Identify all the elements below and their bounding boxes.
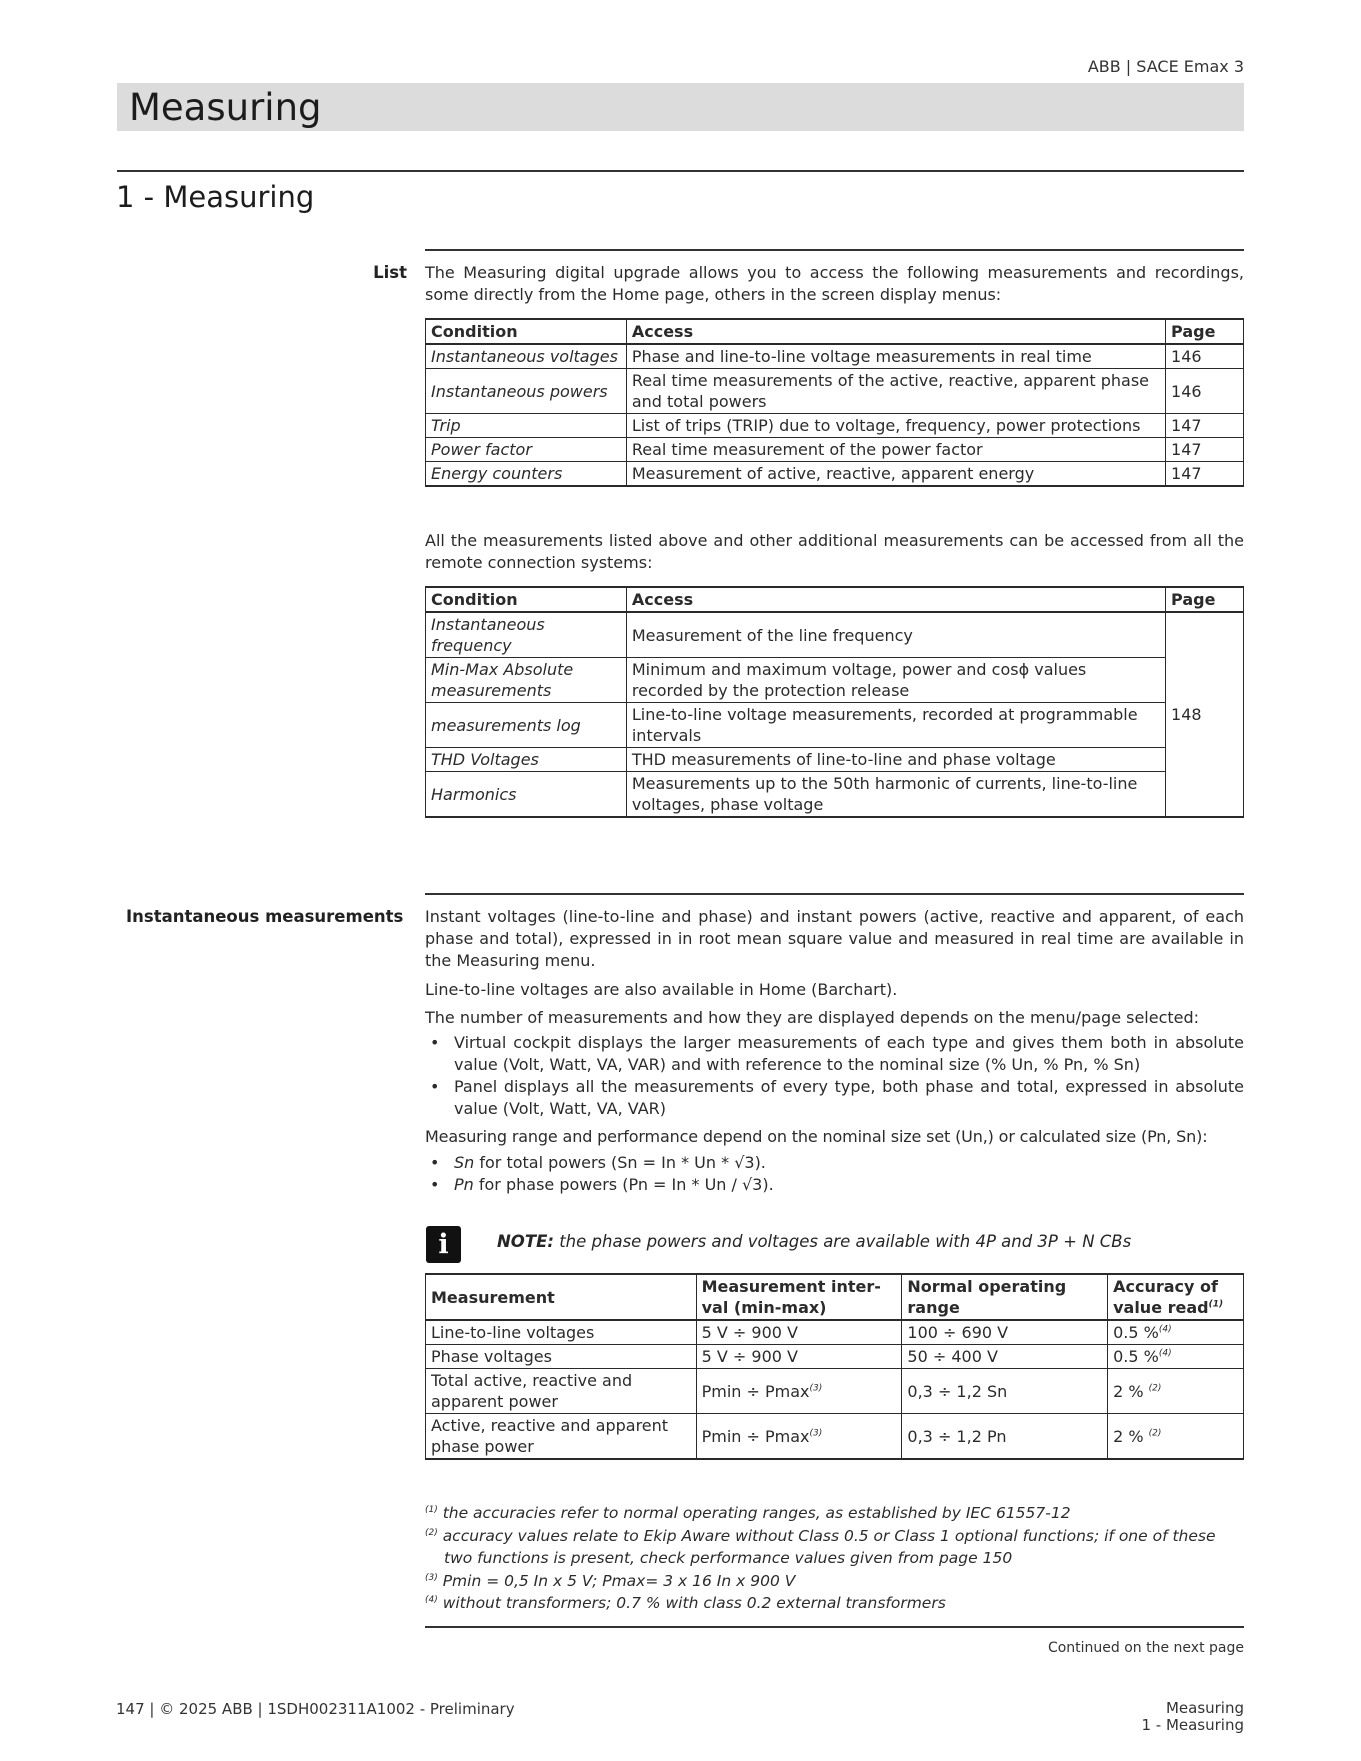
list-divider	[425, 249, 1244, 251]
column-header: Condition	[426, 319, 627, 344]
condition-cell: THD Voltages	[426, 748, 627, 772]
footnote-text: accuracy values relate to Ekip Aware without Class 0.5 or Class 1 optional functions; if one of these	[442, 1526, 1216, 1545]
cell-text: 100 ÷ 690 V	[907, 1323, 1009, 1342]
condition-cell: Trip	[426, 414, 627, 438]
condition-cell: Instantaneous frequency	[426, 612, 627, 658]
table-row	[426, 462, 1244, 487]
range-cell	[902, 1369, 1108, 1414]
access-table-remote	[425, 586, 1244, 818]
range-cell	[902, 1345, 1108, 1369]
display-bullets	[425, 1032, 1244, 1120]
footnote	[425, 1592, 1244, 1615]
interval-cell	[696, 1369, 902, 1414]
term-pn: Pn	[454, 1175, 474, 1194]
accuracy-cell	[1108, 1414, 1244, 1460]
cell-text: Total active, reactive and apparent power	[431, 1371, 633, 1411]
range-cell	[902, 1414, 1108, 1460]
access-table-main	[425, 318, 1244, 487]
accuracy-cell	[1108, 1369, 1244, 1414]
term-description: for phase powers (Pn = In * Un / √3).	[473, 1175, 774, 1194]
page-cell: 146	[1166, 369, 1244, 414]
column-header: Page	[1166, 587, 1244, 612]
table-row	[426, 612, 1244, 658]
remote-intro: All the measurements listed above and other additional measurements can be accessed from all the remote connection systems:	[425, 531, 1244, 572]
table-row	[426, 703, 1244, 748]
section-title: 1 - Measuring	[116, 180, 315, 214]
list-item	[425, 1152, 1244, 1174]
column-header: Page	[1166, 319, 1244, 344]
cell-text: Pmin ÷ Pmax	[701, 1426, 810, 1446]
cell-text: Phase voltages	[431, 1347, 552, 1366]
term-sn: Sn	[454, 1153, 475, 1172]
cell-text: 50 ÷ 400 V	[907, 1347, 998, 1366]
continued-notice: Continued on the next page	[1047, 1640, 1244, 1656]
table-row	[426, 1345, 1244, 1369]
list-item: • Virtual cockpit displays the larger measurements of each type and gives them both in absolute value (Volt, Watt, VA, VAR) and with reference to the nominal size (% Un, % Pn, % Sn)	[425, 1032, 1244, 1076]
access-cell: Phase and line-to-line voltage measurements in real time	[626, 344, 1165, 369]
table-row	[426, 438, 1244, 462]
access-cell: Measurement of active, reactive, apparent energy	[626, 462, 1165, 487]
footnote-ref: (3)	[809, 1428, 823, 1439]
table-header-row	[426, 587, 1244, 612]
access-cell: Measurement of the line frequency	[626, 612, 1165, 658]
note-prefix: NOTE:	[497, 1232, 554, 1251]
footer-right	[1141, 1700, 1244, 1734]
list-intro: The Measuring digital upgrade allows you to access the following measurements and recordings, some directly from the Home page, others in the screen display menus:	[425, 263, 1244, 304]
cell-text: 0,3 ÷ 1,2 Sn	[907, 1381, 1008, 1401]
footnote-text: the accuracies refer to normal operating ranges, as established by IEC 61557-12	[442, 1504, 1071, 1522]
cell-text: Measurement inter-val (min-max)	[701, 1277, 881, 1317]
footnotes	[425, 1502, 1244, 1615]
accuracy-cell	[1108, 1320, 1244, 1345]
bottom-divider	[425, 1626, 1244, 1628]
table-row	[426, 1414, 1244, 1460]
access-cell: Real time measurements of the active, reactive, apparent phase and total powers	[626, 369, 1165, 414]
access-cell: THD measurements of line-to-line and phase voltage	[626, 748, 1165, 772]
footnote-ref: (4)	[1158, 1324, 1172, 1335]
footnote-ref: (3)	[809, 1383, 823, 1394]
condition-cell: measurements log	[426, 703, 627, 748]
note-body: the phase powers and voltages are available with 4P and 3P + N CBs	[553, 1232, 1132, 1251]
cell-text: Line-to-line voltages	[431, 1323, 595, 1342]
list-item	[425, 1174, 1244, 1196]
table-row	[426, 748, 1244, 772]
footnote-mark: (1)	[425, 1504, 438, 1515]
footer-left: 147 | © 2025 ABB | 1SDH002311A1002 - Preliminary	[116, 1700, 515, 1718]
cell-text: Normal operating range	[907, 1277, 1067, 1317]
display-intro: The number of measurements and how they are displayed depends on the menu/page selected:	[425, 1008, 1200, 1027]
term-description: for total powers (Sn = In * Un * √3).	[474, 1153, 766, 1172]
access-cell: Measurements up to the 50th harmonic of currents, line-to-line voltages, phase voltage	[626, 772, 1165, 818]
condition-cell: Energy counters	[426, 462, 627, 487]
table-row	[426, 369, 1244, 414]
interval-cell	[696, 1414, 902, 1460]
range-cell	[902, 1320, 1108, 1345]
footnote	[425, 1570, 1244, 1593]
table-header-row	[426, 319, 1244, 344]
chapter-banner	[117, 83, 1244, 131]
barchart-note: Line-to-line voltages are also available in Home (Barchart).	[425, 980, 898, 999]
cell-text: 5 V ÷ 900 V	[701, 1323, 798, 1342]
page-cell: 147	[1166, 462, 1244, 487]
section-divider	[117, 170, 1244, 172]
list-label: List	[373, 263, 407, 282]
range-intro: Measuring range and performance depend on the nominal size set (Un,) or calculated size (Pn, Sn):	[425, 1127, 1208, 1146]
measurement-cell	[426, 1320, 697, 1345]
table-row	[426, 414, 1244, 438]
cell-text: Measurement	[431, 1287, 555, 1307]
instantaneous-intro: Instant voltages (line-to-line and phase) and instant powers (active, reactive and apparent, of each phase and total), expressed in in root mean square value and measured in real time are available in the Measuring menu.	[425, 907, 1244, 970]
column-header: Access	[626, 587, 1165, 612]
column-header	[426, 1274, 697, 1320]
cell-text: 2 %	[1113, 1381, 1149, 1401]
condition-cell: Instantaneous voltages	[426, 344, 627, 369]
size-bullets	[425, 1152, 1244, 1196]
table-header-row	[426, 1274, 1244, 1320]
condition-cell: Min-Max Absolute measurements	[426, 658, 627, 703]
table-row	[426, 772, 1244, 818]
cell-text: 0.5 %	[1113, 1347, 1159, 1366]
footnote-ref: (4)	[1158, 1348, 1172, 1359]
condition-cell: Power factor	[426, 438, 627, 462]
instantaneous-divider	[425, 893, 1244, 895]
access-cell: List of trips (TRIP) due to voltage, frequency, power protections	[626, 414, 1165, 438]
footer-section: 1 - Measuring	[1141, 1716, 1244, 1734]
cell-text: 2 %	[1113, 1426, 1149, 1446]
interval-cell	[696, 1345, 902, 1369]
cell-text: 5 V ÷ 900 V	[701, 1347, 798, 1366]
cell-text: 0,3 ÷ 1,2 Pn	[907, 1426, 1007, 1446]
footnote-text: without transformers; 0.7 % with class 0.2 external transformers	[442, 1594, 946, 1612]
chapter-title: Measuring	[129, 86, 322, 129]
cell-text: Accuracy of value read	[1113, 1277, 1218, 1317]
footnote	[425, 1502, 1244, 1525]
footnote-ref: (2)	[1148, 1428, 1162, 1439]
access-cell: Minimum and maximum voltage, power and cosϕ values recorded by the protection release	[626, 658, 1165, 703]
page-cell: 146	[1166, 344, 1244, 369]
footnote-mark: (4)	[425, 1594, 438, 1605]
measurement-cell	[426, 1414, 697, 1460]
condition-cell: Instantaneous powers	[426, 369, 627, 414]
column-header: Access	[626, 319, 1165, 344]
info-icon: i	[426, 1226, 461, 1263]
footer-chapter: Measuring	[1165, 1699, 1244, 1717]
footnote	[425, 1547, 1244, 1570]
access-cell: Real time measurement of the power factor	[626, 438, 1165, 462]
measurement-cell	[426, 1369, 697, 1414]
accuracy-cell	[1108, 1345, 1244, 1369]
footnote-ref: (2)	[1148, 1383, 1162, 1394]
cell-text: 0.5 %	[1113, 1323, 1159, 1342]
condition-cell: Harmonics	[426, 772, 627, 818]
instantaneous-label: Instantaneous measurements	[126, 907, 404, 926]
column-header	[1108, 1274, 1244, 1320]
cell-text: Pmin ÷ Pmax	[701, 1381, 810, 1401]
interval-cell	[696, 1320, 902, 1345]
table-row	[426, 658, 1244, 703]
column-header: Condition	[426, 587, 627, 612]
page-cell: 147	[1166, 414, 1244, 438]
footnote-mark: (2)	[425, 1527, 438, 1538]
list-item: • Panel displays all the measurements of every type, both phase and total, expressed in absolute value (Volt, Watt, VA, VAR)	[425, 1076, 1244, 1120]
access-cell: Line-to-line voltage measurements, recorded at programmable intervals	[626, 703, 1165, 748]
measurement-accuracy-table	[425, 1273, 1244, 1460]
note-text	[497, 1232, 1131, 1251]
page-cell: 147	[1166, 438, 1244, 462]
table-row	[426, 1369, 1244, 1414]
page-cell: 148	[1166, 612, 1244, 817]
cell-text: Active, reactive and apparent phase power	[431, 1416, 669, 1456]
brand-header: ABB | SACE Emax 3	[1087, 57, 1244, 76]
table-row	[426, 344, 1244, 369]
footnote	[425, 1525, 1244, 1548]
footnote-text: Pmin = 0,5 In x 5 V; Pmax= 3 x 16 In x 900 V	[442, 1571, 796, 1590]
column-header	[696, 1274, 902, 1320]
footnote-text: two functions is present, check performance values given from page 150	[444, 1549, 1013, 1567]
measurement-cell	[426, 1345, 697, 1369]
footnote-mark: (3)	[425, 1572, 438, 1583]
table-row	[426, 1320, 1244, 1345]
footnote-ref: (1)	[1208, 1299, 1224, 1310]
column-header	[902, 1274, 1108, 1320]
